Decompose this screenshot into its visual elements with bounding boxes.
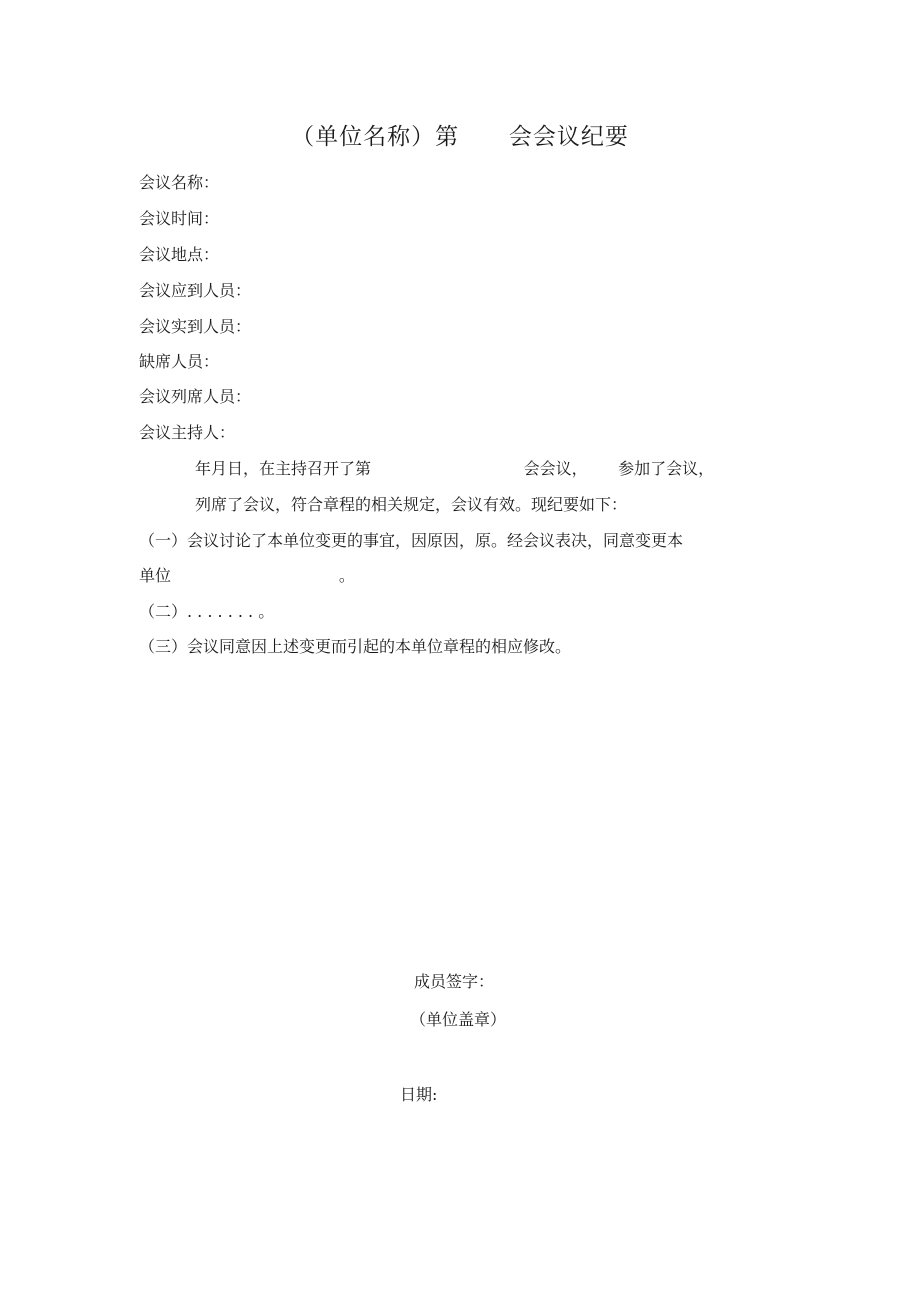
item-3: （三）会议同意因上述变更而引起的本单位章程的相应修改。 xyxy=(139,637,572,656)
field-absentees: 缺席人员： xyxy=(139,352,220,371)
item-2: （二）. . . . . . . 。 xyxy=(139,602,275,621)
date-label: 日期: xyxy=(400,1085,438,1104)
unit-seal-label: （单位盖章） xyxy=(410,1010,507,1029)
document-title: （单位名称）第 会会议纪要 xyxy=(291,124,629,150)
body-paragraph-line-1: 年月日，在主持召开了第 会会议， 参加了会议， xyxy=(195,459,715,478)
field-actual-attendees: 会议实到人员： xyxy=(139,317,252,336)
field-meeting-time: 会议时间： xyxy=(139,209,220,228)
members-signature-label: 成员签字： xyxy=(414,972,495,991)
item-1-line-1: （一）会议讨论了本单位变更的事宜，因原因，原。经会议表决，同意变更本 xyxy=(139,531,684,550)
field-observers: 会议列席人员： xyxy=(139,387,252,406)
field-expected-attendees: 会议应到人员： xyxy=(139,281,252,300)
item-1-line-2: 单位 。 xyxy=(139,566,355,585)
field-meeting-place: 会议地点： xyxy=(139,245,220,264)
body-paragraph-line-2: 列席了会议，符合章程的相关规定，会议有效。现纪要如下： xyxy=(195,495,628,514)
field-host: 会议主持人： xyxy=(139,423,236,442)
field-meeting-name: 会议名称： xyxy=(139,173,220,192)
